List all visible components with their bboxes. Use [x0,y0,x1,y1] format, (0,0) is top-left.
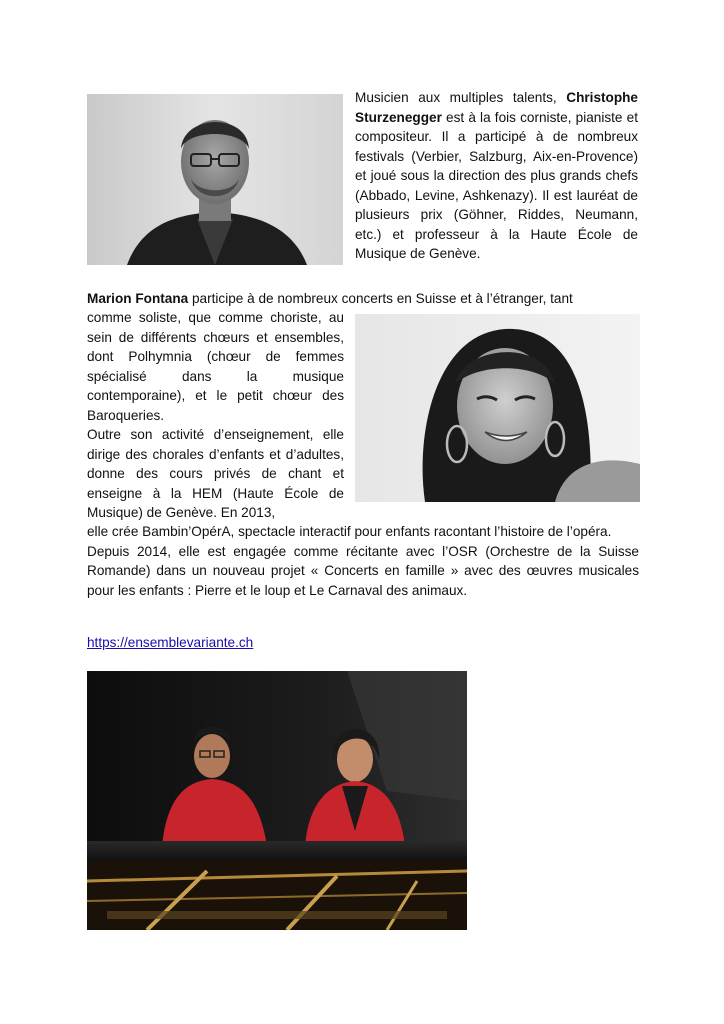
duo-piano-photo [87,671,467,930]
bio2-wrapped-text: comme soliste, que comme choriste, au sein de différents chœurs et ensembles, dont Polhymnia (chœur de femmes spécialisé dans la musique contemporaine), et le petit chœur des Baroqueries. [87,310,344,423]
bio1-intro: Musicien aux multiples talents, [355,90,567,105]
christophe-portrait-photo [87,94,343,265]
bio2-first-line: participe à de nombreux concerts en Suisse et à l’étranger, tant [188,291,573,306]
bio2-osr-text: Depuis 2014, elle est engagée comme récitante avec l’OSR (Orchestre de la Suisse Romande) dans un nouveau projet « Concerts en famille » avec des œuvres musicales pour les enfants : Pierre et le loup et Le Carnaval des animaux. [87,543,639,598]
marion-name: Marion Fontana [87,291,189,306]
marion-portrait-photo [355,314,640,502]
bio2-tail-text: elle crée Bambin’OpérA, spectacle interactif pour enfants racontant l’histoire de l’opéra. [87,524,612,539]
bio1-body: est à la fois corniste, pianiste et compositeur. Il a participé à de nombreux festivals (Verbier, Salzburg, Aix-en-Provence) et joué sous la direction des plus grands chefs (Abbado, Levine, Ashkenazy). Il est lauréat de plusieurs prix (Göhner, Riddes, Neumann, etc.) et professeur à la Haute École de Musique de Genève. [355,109,638,261]
ensemble-website-link[interactable]: https://ensemblevariante.ch [87,635,254,650]
marion-bio-column [87,308,344,523]
christophe-name: Christophe Sturzenegger [355,90,638,125]
marion-bio-first-line [87,289,639,309]
christophe-bio [355,88,638,264]
bio2-teaching-text: Outre son activité d’enseignement, elle dirige des chorales d’enfants et d’adultes, donne des cours privés de chant et enseigne à la HEM (Haute École de Musique) de Genève. En 2013, [87,427,344,520]
marion-bio-tail [87,522,639,600]
